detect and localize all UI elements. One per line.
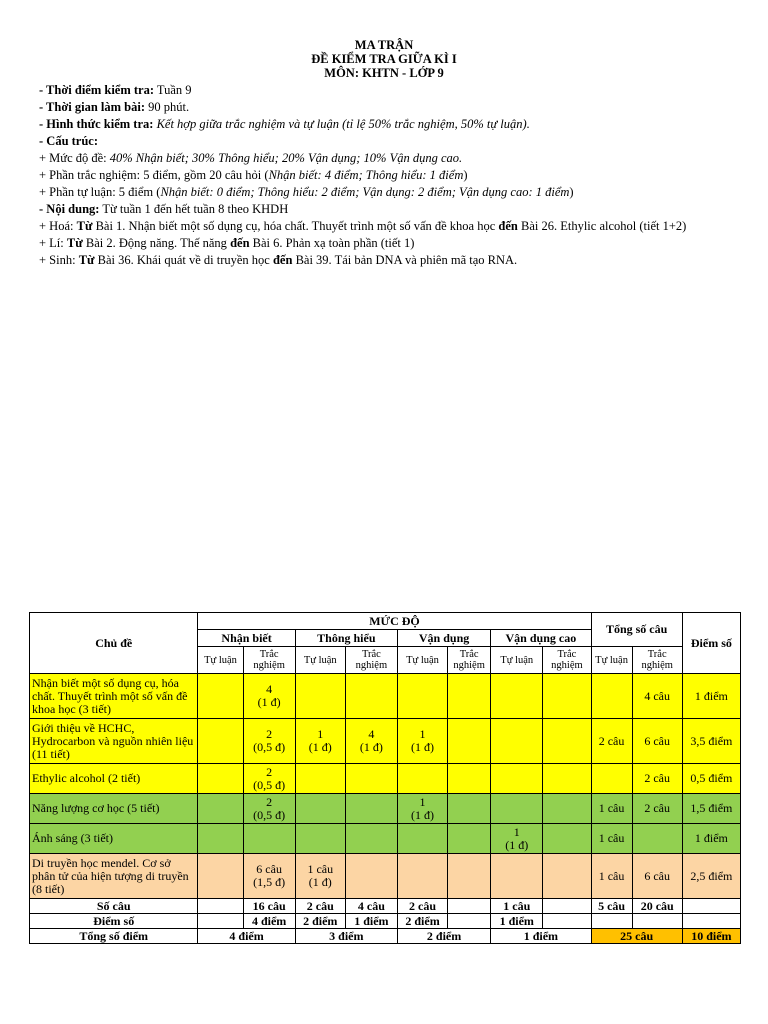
subheader-trac-nghiem: Trắc nghiệm <box>243 647 295 674</box>
info-multiple-choice: + Phần trắc nghiệm: 5 điểm, gồm 20 câu hỏi (Nhận biết: 4 điểm; Thông hiểu: 1 điểm) <box>39 168 468 182</box>
cell: 2 câu <box>632 764 682 794</box>
topic-name: Ánh sáng (3 tiết) <box>30 824 198 854</box>
cell <box>397 674 447 719</box>
cell <box>543 914 591 929</box>
so-cau-row <box>30 899 741 914</box>
cell: 2 câu <box>295 899 345 914</box>
cell: 5 câu <box>591 899 632 914</box>
tong-so-cau: 25 câu <box>591 929 682 944</box>
cell <box>397 764 447 794</box>
cell <box>632 914 682 929</box>
cell <box>198 824 243 854</box>
cell: 1 (1 đ) <box>295 719 345 764</box>
cell <box>345 854 397 899</box>
cell <box>632 824 682 854</box>
info-structure: - Cấu trúc: <box>39 134 99 148</box>
cell <box>295 674 345 719</box>
cell: 2 (0,5 đ) <box>243 719 295 764</box>
cell: 2 câu <box>591 719 632 764</box>
cell: 2 điểm <box>295 914 345 929</box>
cell <box>448 824 491 854</box>
subheader-trac-nghiem: Trắc nghiệm <box>632 647 682 674</box>
subheader-trac-nghiem: Trắc nghiệm <box>543 647 591 674</box>
cell: 1 (1 đ) <box>491 824 543 854</box>
cell <box>491 854 543 899</box>
subheader-tu-luan: Tự luận <box>491 647 543 674</box>
tong-so-diem-row <box>30 929 741 944</box>
topic-name: Năng lượng cơ học (5 tiết) <box>30 794 198 824</box>
cell: 1 (1 đ) <box>397 719 447 764</box>
cell: 1 câu <box>591 824 632 854</box>
cell: 16 câu <box>243 899 295 914</box>
cell: 6 câu <box>632 854 682 899</box>
diem-so-label: Điểm số <box>30 914 198 929</box>
exam-info <box>39 82 739 269</box>
cell <box>345 674 397 719</box>
subheader-trac-nghiem: Trắc nghiệm <box>448 647 491 674</box>
cell <box>198 674 243 719</box>
cell: 2 điểm <box>397 914 447 929</box>
cell: 1 điểm <box>682 674 740 719</box>
header-level: MỨC ĐỘ <box>198 613 591 630</box>
info-level: + Mức độ đề: 40% Nhận biết; 30% Thông hiểu; 20% Vận dụng; 10% Vận dụng cao. <box>39 151 463 165</box>
cell <box>243 824 295 854</box>
cell <box>448 794 491 824</box>
cell: 1 điểm <box>491 914 543 929</box>
cell <box>198 854 243 899</box>
cell: 1 câu <box>591 794 632 824</box>
cell <box>345 794 397 824</box>
topic-row <box>30 824 741 854</box>
topic-name: Di truyền học mendel. Cơ sở phân tử của hiện tượng di truyền (8 tiết) <box>30 854 198 899</box>
cell <box>295 824 345 854</box>
info-form: - Hình thức kiểm tra: Kết hợp giữa trắc nghiệm và tự luận (tỉ lệ 50% trắc nghiệm, 50% tự luận). <box>39 117 530 131</box>
tong-van-dung-cao: 1 điểm <box>491 929 591 944</box>
title-line-3: MÔN: KHTN - LỚP 9 <box>324 66 444 80</box>
cell <box>448 899 491 914</box>
cell: 1 câu <box>491 899 543 914</box>
topic-name: Nhận biết một số dụng cụ, hóa chất. Thuyết trình một số vấn đề khoa học (3 tiết) <box>30 674 198 719</box>
cell <box>682 899 740 914</box>
cell <box>345 824 397 854</box>
title-line-1: MA TRẬN <box>354 38 414 52</box>
cell <box>198 719 243 764</box>
tong-so-diem-label: Tổng số điểm <box>30 929 198 944</box>
cell: 1 câu <box>591 854 632 899</box>
cell <box>397 824 447 854</box>
header-topic: Chủ đề <box>30 613 198 674</box>
cell <box>543 824 591 854</box>
cell: 4 điểm <box>243 914 295 929</box>
cell: 1 điểm <box>682 824 740 854</box>
header-van-dung-cao: Vận dụng cao <box>491 630 591 647</box>
header-thong-hieu: Thông hiểu <box>295 630 397 647</box>
cell <box>397 854 447 899</box>
cell: 0,5 điểm <box>682 764 740 794</box>
cell <box>295 764 345 794</box>
cell: 1 điểm <box>345 914 397 929</box>
cell: 1 câu (1 đ) <box>295 854 345 899</box>
cell <box>448 674 491 719</box>
cell <box>591 914 632 929</box>
cell <box>682 914 740 929</box>
cell: 1 (1 đ) <box>397 794 447 824</box>
cell: 4 câu <box>345 899 397 914</box>
subheader-tu-luan: Tự luận <box>295 647 345 674</box>
topic-name: Ethylic alcohol (2 tiết) <box>30 764 198 794</box>
info-duration: - Thời gian làm bài: 90 phút. <box>39 100 190 114</box>
info-essay: + Phần tự luận: 5 điểm (Nhận biết: 0 điểm; Thông hiểu: 2 điểm; Vận dụng: 2 điểm; Vận dụng cao: 1 điểm) <box>39 185 574 199</box>
subheader-tu-luan: Tự luận <box>591 647 632 674</box>
subheader-trac-nghiem: Trắc nghiệm <box>345 647 397 674</box>
topic-row <box>30 719 741 764</box>
cell: 1,5 điểm <box>682 794 740 824</box>
subheader-tu-luan: Tự luận <box>198 647 243 674</box>
topic-row <box>30 794 741 824</box>
cell: 4 câu <box>632 674 682 719</box>
cell <box>491 794 543 824</box>
cell <box>543 719 591 764</box>
title-line-2: ĐỀ KIỂM TRA GIỮA KÌ I <box>311 52 457 66</box>
header-nhan-biet: Nhận biết <box>198 630 295 647</box>
topic-name: Giới thiệu về HCHC, Hydrocarbon và nguồn nhiên liệu (11 tiết) <box>30 719 198 764</box>
cell: 2 câu <box>632 794 682 824</box>
subheader-tu-luan: Tự luận <box>397 647 447 674</box>
cell <box>448 854 491 899</box>
info-biology: + Sinh: Từ Bài 36. Khái quát về di truyền học đến Bài 39. Tái bản DNA và phiên mã tạo RNA. <box>39 253 518 267</box>
cell <box>198 764 243 794</box>
cell <box>543 899 591 914</box>
topic-row <box>30 854 741 899</box>
header-score: Điểm số <box>682 613 740 674</box>
tong-van-dung: 2 điểm <box>397 929 490 944</box>
cell <box>198 914 243 929</box>
cell: 2,5 điểm <box>682 854 740 899</box>
cell: 6 câu (1,5 đ) <box>243 854 295 899</box>
info-physics: + Lí: Từ Bài 2. Động năng. Thế năng đến Bài 6. Phản xạ toàn phần (tiết 1) <box>39 236 415 250</box>
info-time: - Thời điểm kiểm tra: Tuần 9 <box>39 83 192 97</box>
tong-nhan-biet: 4 điểm <box>198 929 295 944</box>
cell <box>491 764 543 794</box>
cell <box>543 794 591 824</box>
cell <box>591 674 632 719</box>
cell: 2 (0,5 đ) <box>243 794 295 824</box>
info-content: - Nội dung: Từ tuần 1 đến hết tuần 8 theo KHDH <box>39 202 289 216</box>
cell: 4 (1 đ) <box>345 719 397 764</box>
header-row-1 <box>30 613 741 630</box>
cell <box>543 674 591 719</box>
cell: 6 câu <box>632 719 682 764</box>
topic-row <box>30 674 741 719</box>
info-chemistry: + Hoá: Từ Bài 1. Nhận biết một số dụng cụ, hóa chất. Thuyết trình một số vấn đề khoa học đến Bài 26. Ethylic alcohol (tiết 1+2) <box>39 219 687 233</box>
cell <box>448 914 491 929</box>
diem-so-row <box>30 914 741 929</box>
topic-row <box>30 764 741 794</box>
cell <box>448 764 491 794</box>
exam-matrix-table <box>29 612 741 944</box>
header-total-questions: Tổng số câu <box>591 613 682 647</box>
cell <box>448 719 491 764</box>
cell: 2 (0,5 đ) <box>243 764 295 794</box>
tong-diem: 10 điểm <box>682 929 740 944</box>
cell <box>345 764 397 794</box>
cell: 3,5 điểm <box>682 719 740 764</box>
tong-thong-hieu: 3 điểm <box>295 929 397 944</box>
cell <box>591 764 632 794</box>
document-header <box>0 38 768 80</box>
cell <box>491 719 543 764</box>
cell <box>198 899 243 914</box>
cell: 4 (1 đ) <box>243 674 295 719</box>
cell: 2 câu <box>397 899 447 914</box>
header-van-dung: Vận dụng <box>397 630 490 647</box>
cell: 20 câu <box>632 899 682 914</box>
so-cau-label: Số câu <box>30 899 198 914</box>
cell <box>198 794 243 824</box>
cell <box>543 764 591 794</box>
cell <box>491 674 543 719</box>
cell <box>543 854 591 899</box>
cell <box>295 794 345 824</box>
